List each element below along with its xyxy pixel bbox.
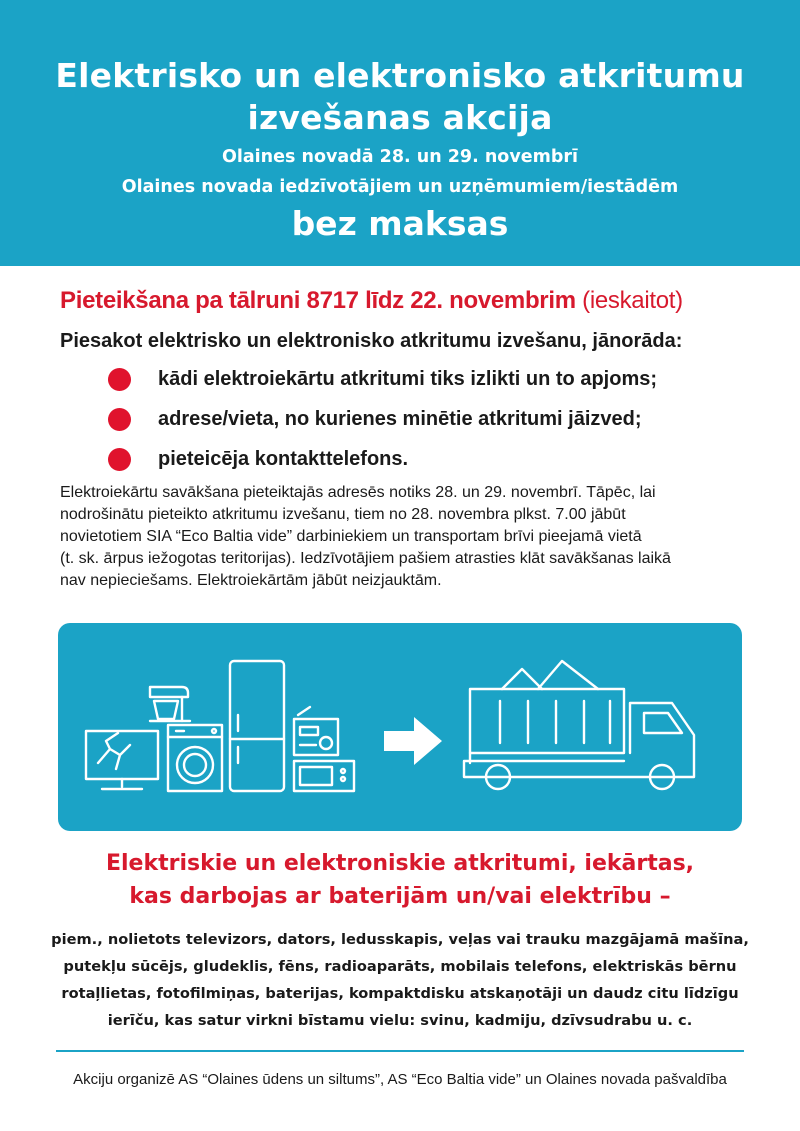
definition-title-line2: kas darbojas ar baterijām un/vai elektrību –: [129, 884, 671, 909]
free-of-charge: bez maksas: [291, 204, 509, 243]
bullet-dot-icon: [108, 448, 131, 471]
audience-line: Olaines novada iedzīvotājiem un uzņēmumiem/iestādēm: [121, 177, 679, 197]
info-line: Elektroiekārtu savākšana pieteiktajās adresēs notiks 28. un 29. novembrī. Tāpēc, lai: [60, 484, 656, 501]
examples-line: ierīču, kas satur virkni bīstamu vielu: svinu, kadmiju, dzīvsudrabu u. c.: [107, 1012, 693, 1029]
info-line: (t. sk. ārpus iežogotas teritorijas). Iedzīvotājiem pašiem atrasties klāt savākšanas laikā: [60, 550, 671, 567]
list-item-text: adrese/vieta, no kurienes minētie atkritumi jāizved;: [158, 408, 642, 430]
list-item: [108, 366, 657, 406]
requirements-intro: Piesakot elektrisko un elektronisko atkritumu izvešanu, jānorāda:: [60, 330, 683, 352]
page-title-line1: Elektrisko un elektronisko atkritumu: [55, 56, 745, 95]
list-item: [108, 406, 657, 446]
info-line: novietotiem SIA “Eco Baltia vide” darbiniekiem un transportam brīvi pieejamā vietā: [60, 528, 642, 545]
footer-organizers: Akciju organizē AS “Olaines ūdens un siltums”, AS “Eco Baltia vide” un Olaines novada pašvaldība: [73, 1071, 727, 1088]
list-item-text: pieteicēja kontakttelefons.: [158, 448, 409, 470]
examples-line: putekļu sūcējs, gludeklis, fēns, radioaparāts, mobilais telefons, elektriskās bērnu: [63, 958, 737, 975]
examples-line: rotaļlietas, fotofilmiņas, baterijas, kompaktdisku atskaņotāji un daudz citu līdzīgu: [61, 985, 739, 1002]
washing-machine-icon: [168, 725, 222, 791]
truck-icon: [464, 661, 694, 789]
info-line: nav nepieciešams. Elektroiekārtām jābūt neizjauktām.: [60, 572, 442, 589]
refrigerator-icon: [230, 661, 284, 791]
info-line: nodrošinātu pieteikto atkritumu izvešanu, tiem no 28. novembra plkst. 7.00 jābūt: [60, 506, 626, 523]
registration-headline: [60, 286, 683, 316]
examples-line: piem., nolietots televizors, dators, ledusskapis, veļas vai trauku mazgājamā mašīna,: [51, 931, 749, 948]
definition-title-line1: Elektriskie un elektroniskie atkritumi, iekārtas,: [105, 851, 695, 876]
arrow-right-icon: [384, 717, 442, 765]
event-dates: Olaines novadā 28. un 29. novembrī: [222, 147, 578, 167]
registration-phone-deadline: Pieteikšana pa tālruni 8717 līdz 22. novembrim: [60, 287, 576, 314]
bullet-dot-icon: [108, 408, 131, 431]
illustration-svg: [58, 623, 742, 831]
stand-mixer-icon: [150, 687, 190, 721]
microwave-icon: [294, 761, 354, 791]
examples-paragraph: [40, 926, 760, 1034]
header-banner: [0, 0, 800, 266]
bullet-dot-icon: [108, 368, 131, 391]
requirements-list: [108, 366, 657, 486]
list-item-text: kādi elektroiekārtu atkritumi tiks izlikti un to apjoms;: [158, 368, 658, 390]
list-item: [108, 446, 657, 486]
footer-divider: [56, 1050, 744, 1052]
page-title-line2: izvešanas akcija: [247, 98, 553, 137]
registration-note: (ieskaitot): [582, 287, 683, 314]
info-paragraph: [60, 482, 750, 592]
radio-icon: [294, 707, 338, 755]
collection-illustration: [58, 623, 742, 831]
broken-tv-icon: [86, 731, 158, 789]
